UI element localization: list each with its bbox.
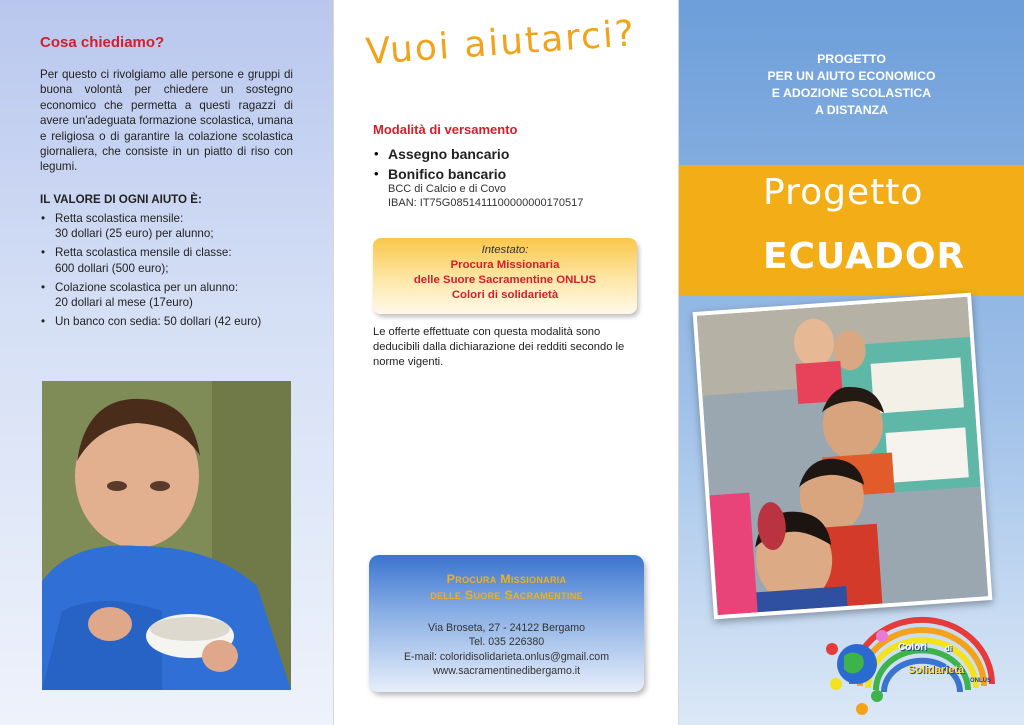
contact-website: www.sacramentinedibergamo.it	[432, 665, 581, 678]
contact-org-line-2: delle Suore Sacramentine	[430, 588, 583, 602]
progetto-title: Progetto	[763, 172, 924, 213]
section-heading-cosa-chiediamo: Cosa chiediamo?	[40, 34, 165, 51]
vuoi-aiutarci-title: Vuoi aiutarci?	[364, 13, 638, 73]
contact-email: E-mail: coloridisolidarieta.onlus@gmail.com	[403, 650, 610, 663]
contact-org-line-1: Procura Missionaria	[446, 572, 567, 586]
value-title: IL VALORE DI OGNI AIUTO È:	[40, 193, 202, 206]
request-paragraph: Per questo ci rivolgiamo alle persone e gruppi di buona volontà per chiedere un sostegno economico che permetta a questi ragazzi di avere un'adeguata formazione scolastica, umana e religiosa o di garantire la colazione scolastica giornaliera, che consiste in un piatto di riso con legumi.	[40, 68, 293, 174]
list-item	[373, 166, 583, 210]
logo-word-di: di	[945, 644, 953, 653]
list-item: • Retta scolastica mensile di classe: 600 dollari (500 euro);	[40, 245, 305, 275]
contact-phone: Tel. 035 226380	[468, 636, 545, 649]
contact-address: Via Broseta, 27 - 24122 Bergamo	[427, 622, 586, 634]
ecuador-title: ECUADOR	[763, 236, 966, 277]
logo-word-colori: Colori	[898, 642, 927, 653]
payment-heading: Modalità di versamento	[373, 122, 518, 137]
left-panel	[0, 0, 333, 725]
bank-method-cheque: • Assegno bancario	[388, 146, 510, 162]
bank-name: BCC di Calcio e di Covo	[388, 183, 506, 195]
intestato-line-2: delle Suore Sacramentine ONLUS	[413, 274, 597, 286]
intestato-line-3: Colori di solidarietà	[451, 289, 559, 301]
value-list	[40, 211, 305, 333]
intestato-box	[373, 238, 637, 314]
contact-box	[369, 555, 644, 692]
list-item: • Un banco con sedia: 50 dollari (42 euro)	[40, 314, 305, 329]
photo-boy-illustration	[42, 381, 291, 690]
photo-classroom-kids	[693, 293, 993, 620]
intestato-label: Intestato:	[481, 244, 529, 256]
photo-boy-eating	[42, 381, 291, 690]
logo-word-onlus: ONLUS	[970, 678, 991, 684]
photo-kids-illustration	[697, 297, 988, 615]
list-item: • Retta scolastica mensile: 30 dollari (25 euro) per alunno;	[40, 211, 305, 241]
project-header: PROGETTO PER UN AIUTO ECONOMICO E ADOZIONE SCOLASTICA A DISTANZA	[767, 52, 936, 117]
bank-list	[373, 146, 583, 214]
bank-method-transfer: • Bonifico bancario	[388, 166, 507, 182]
logo-word-solidarieta: Solidarietà	[908, 664, 965, 676]
tax-deduction-note: Le offerte effettuate con questa modalità sono deducibili dalla dichiarazione dei redditi secondo le norme vigenti.	[373, 326, 625, 369]
intestato-line-1: Procura Missionaria	[450, 259, 560, 271]
list-item	[373, 146, 583, 162]
list-item: • Colazione scolastica per un alunno: 20 dollari al mese (17euro)	[40, 280, 305, 310]
iban-code: IBAN: IT75G0851411100000000170517	[388, 197, 584, 209]
